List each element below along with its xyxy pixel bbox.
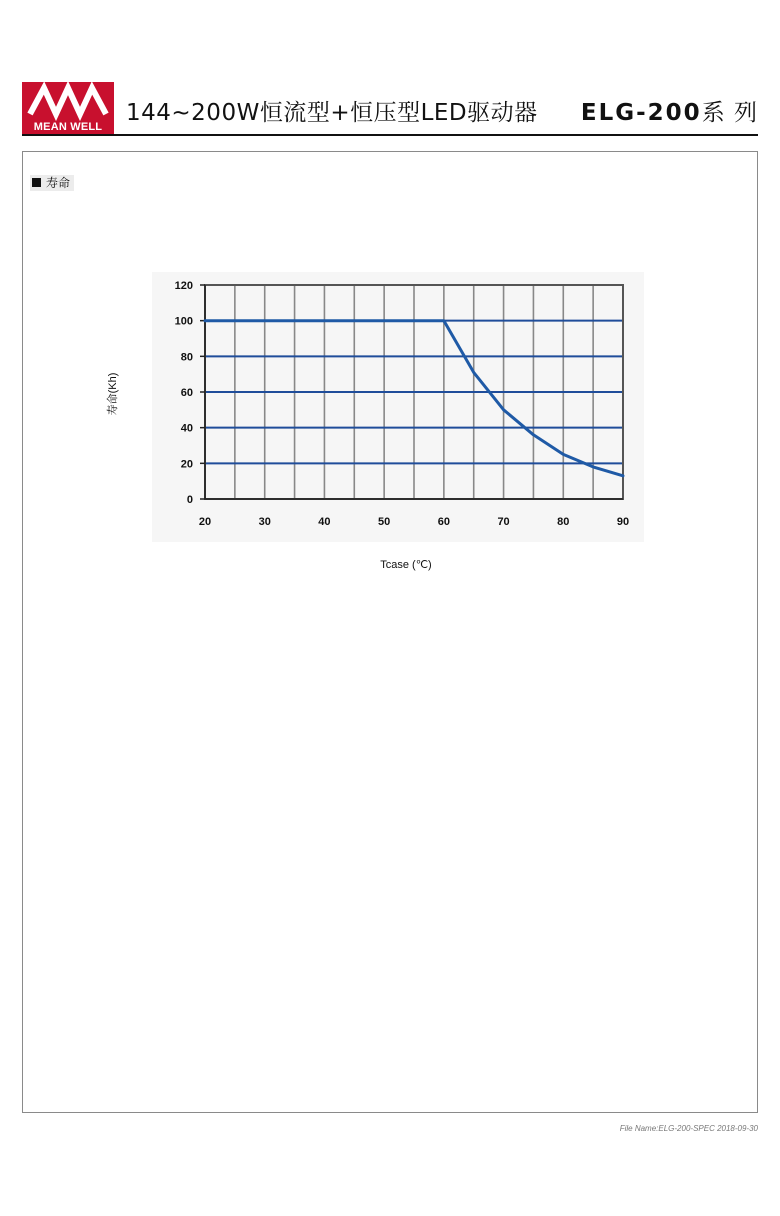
y-tick-label: 0 bbox=[186, 494, 193, 506]
x-tick-label: 30 bbox=[258, 516, 271, 528]
lifetime-chart-svg bbox=[100, 260, 660, 580]
x-axis-title: Tcase (℃) bbox=[380, 559, 432, 571]
file-name-footer: File Name:ELG-200-SPEC 2018-09-30 bbox=[619, 1124, 758, 1133]
y-tick-label: 20 bbox=[180, 458, 193, 471]
x-tick-label: 20 bbox=[198, 516, 212, 528]
mw-logo-icon bbox=[22, 82, 114, 122]
x-tick-label: 70 bbox=[497, 516, 510, 528]
section-heading bbox=[30, 175, 74, 191]
x-tick-label: 40 bbox=[318, 516, 331, 528]
x-tick-label: 90 bbox=[616, 516, 630, 528]
bullet-square-icon bbox=[32, 178, 41, 187]
x-tick-label: 50 bbox=[378, 516, 391, 528]
y-tick-label: 120 bbox=[174, 280, 193, 292]
mean-well-logo bbox=[22, 82, 114, 136]
section-heading-label: 寿命 bbox=[46, 176, 71, 190]
series-suffix: 系 列 bbox=[701, 100, 758, 126]
y-tick-label: 40 bbox=[180, 422, 193, 435]
logo-text: MEAN WELL bbox=[33, 121, 103, 133]
document-title: 144~200W恒流型+恒压型LED驱动器 bbox=[126, 100, 538, 126]
y-tick-label: 80 bbox=[180, 351, 193, 364]
series-title bbox=[581, 100, 758, 126]
y-axis-title: 寿命(Kh) bbox=[107, 372, 119, 416]
series-model: ELG-200 bbox=[580, 100, 702, 126]
y-tick-label: 100 bbox=[174, 315, 193, 328]
y-tick-label: 60 bbox=[180, 387, 193, 399]
chart-background bbox=[152, 272, 644, 542]
header-divider bbox=[22, 134, 758, 136]
x-tick-label: 60 bbox=[437, 516, 450, 528]
lifetime-chart bbox=[100, 260, 660, 580]
x-tick-label: 80 bbox=[557, 516, 570, 528]
